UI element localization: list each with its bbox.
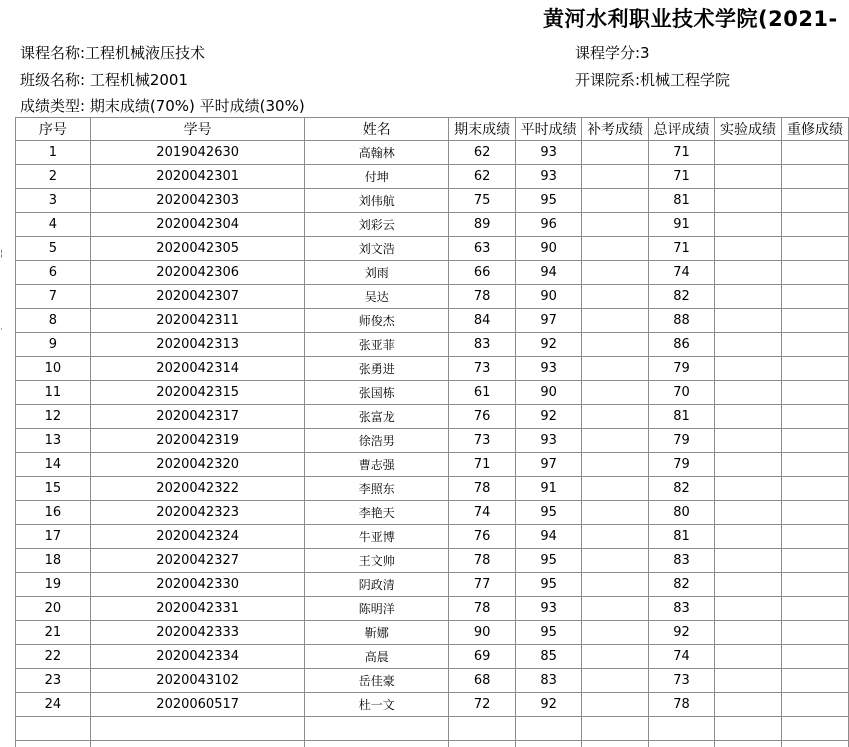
cell-col-retake[interactable] [781,405,848,429]
cell-col-makeup[interactable] [582,309,649,333]
cell-col-seq[interactable]: 8 [16,309,91,333]
cell-col-student-id[interactable]: 2020042317 [90,405,305,429]
cell-col-seq[interactable]: 12 [16,405,91,429]
cell-col-makeup[interactable] [582,237,649,261]
cell-col-total[interactable]: 80 [649,501,715,525]
cell-col-name[interactable]: 王文帅 [305,549,449,573]
cell-col-seq[interactable]: 19 [16,573,91,597]
table-header-row [16,118,849,141]
cell-col-regular[interactable]: 83 [516,669,582,693]
cell-col-total[interactable]: 82 [649,573,715,597]
table-row [16,429,849,453]
cell-col-regular[interactable]: 95 [516,621,582,645]
cell-col-total[interactable]: 83 [649,549,715,573]
table-body [16,141,849,747]
cell-col-regular[interactable]: 95 [516,549,582,573]
cell-col-makeup[interactable] [582,573,649,597]
cell-col-lab[interactable] [715,237,782,261]
cell-col-final[interactable]: 62 [449,165,516,189]
grades-table [15,117,849,747]
cell-col-lab[interactable] [715,525,782,549]
cell-col-name[interactable]: 张国栋 [305,381,449,405]
cell-col-final[interactable]: 73 [449,357,516,381]
table-row [16,741,849,747]
cell-col-regular[interactable]: 94 [516,261,582,285]
cell-col-student-id[interactable]: 2020042307 [90,285,305,309]
cell-col-regular[interactable]: 85 [516,645,582,669]
cell-col-total[interactable]: 82 [649,477,715,501]
cell-col-lab[interactable] [715,549,782,573]
table-row [16,285,849,309]
table-row [16,573,849,597]
cell-col-name[interactable]: 师俊杰 [305,309,449,333]
table-row [16,717,849,741]
cell-col-name[interactable]: 牛亚博 [305,525,449,549]
cell-col-total[interactable]: 79 [649,357,715,381]
cell-col-final[interactable] [449,741,516,747]
cell-col-lab[interactable] [715,693,782,717]
cell-col-name[interactable]: 杜一文 [305,693,449,717]
cell-col-retake[interactable] [781,189,848,213]
cell-col-student-id[interactable]: 2020042304 [90,213,305,237]
cell-col-total[interactable]: 79 [649,453,715,477]
cell-col-lab[interactable] [715,189,782,213]
cell-col-regular[interactable]: 92 [516,405,582,429]
cell-col-retake[interactable] [781,237,848,261]
page-title: 黄河水利职业技术学院(2021- [543,7,838,31]
cell-col-total[interactable]: 92 [649,621,715,645]
cell-col-name[interactable]: 李艳天 [305,501,449,525]
cell-col-retake[interactable] [781,717,848,741]
cell-col-seq[interactable]: 7 [16,285,91,309]
cell-col-regular[interactable]: 90 [516,381,582,405]
cell-col-name[interactable]: 刘伟航 [305,189,449,213]
cell-col-student-id[interactable]: 2020042324 [90,525,305,549]
table-row [16,453,849,477]
cell-col-lab[interactable] [715,405,782,429]
cell-col-name[interactable]: 刘雨 [305,261,449,285]
cell-col-student-id[interactable]: 2020042319 [90,429,305,453]
cell-col-name[interactable]: 张勇进 [305,357,449,381]
cell-col-final[interactable]: 77 [449,573,516,597]
cell-col-final[interactable]: 71 [449,453,516,477]
cell-col-makeup[interactable] [582,597,649,621]
cell-col-student-id[interactable]: 2020060517 [90,693,305,717]
cell-col-seq[interactable]: 1 [16,141,91,165]
cell-col-total[interactable]: 83 [649,597,715,621]
table-row [16,381,849,405]
cell-col-makeup[interactable] [582,453,649,477]
cell-col-total[interactable]: 71 [649,141,715,165]
cell-col-final[interactable]: 66 [449,261,516,285]
cell-col-final[interactable]: 78 [449,285,516,309]
cell-col-lab[interactable] [715,429,782,453]
cell-col-total[interactable]: 81 [649,189,715,213]
cell-col-seq[interactable]: 21 [16,621,91,645]
cell-col-final[interactable]: 76 [449,525,516,549]
cell-col-total[interactable]: 86 [649,333,715,357]
cell-col-regular[interactable] [516,741,582,747]
header-col-seq[interactable]: 序号 [16,118,91,141]
cell-col-retake[interactable] [781,597,848,621]
cell-col-lab[interactable] [715,645,782,669]
header-col-name[interactable]: 姓名 [305,118,449,141]
cell-col-makeup[interactable] [582,549,649,573]
cell-col-name[interactable]: 阴政清 [305,573,449,597]
cell-col-makeup[interactable] [582,189,649,213]
left-edge-marks: ¦ · [0,249,4,335]
cell-col-final[interactable]: 78 [449,477,516,501]
cell-col-student-id[interactable]: 2020042330 [90,573,305,597]
cell-col-student-id[interactable]: 2020042311 [90,309,305,333]
cell-col-final[interactable]: 68 [449,669,516,693]
cell-col-seq[interactable]: 24 [16,693,91,717]
cell-col-makeup[interactable] [582,525,649,549]
cell-col-name[interactable]: 刘文浩 [305,237,449,261]
cell-col-name[interactable]: 高晨 [305,645,449,669]
table-row [16,309,849,333]
cell-col-final[interactable]: 78 [449,549,516,573]
cell-col-total[interactable]: 88 [649,309,715,333]
cell-col-student-id[interactable]: 2020042301 [90,165,305,189]
cell-col-name[interactable]: 张富龙 [305,405,449,429]
cell-col-lab[interactable] [715,573,782,597]
header-col-student-id[interactable]: 学号 [90,118,305,141]
cell-col-total[interactable]: 91 [649,213,715,237]
cell-col-final[interactable]: 72 [449,693,516,717]
cell-col-final[interactable]: 73 [449,429,516,453]
cell-col-regular[interactable]: 93 [516,165,582,189]
cell-col-final[interactable]: 90 [449,621,516,645]
cell-col-total[interactable]: 74 [649,645,715,669]
cell-col-final[interactable]: 69 [449,645,516,669]
cell-col-student-id[interactable]: 2020042303 [90,189,305,213]
cell-col-retake[interactable] [781,501,848,525]
cell-col-makeup[interactable] [582,621,649,645]
cell-col-name[interactable]: 徐浩男 [305,429,449,453]
cell-col-retake[interactable] [781,141,848,165]
cell-col-regular[interactable]: 97 [516,309,582,333]
cell-col-lab[interactable] [715,165,782,189]
course-credits: 课程学分:3 [575,44,650,62]
cell-col-total[interactable]: 73 [649,669,715,693]
cell-col-student-id[interactable]: 2020042323 [90,501,305,525]
cell-col-lab[interactable] [715,381,782,405]
cell-col-final[interactable]: 76 [449,405,516,429]
cell-col-total[interactable]: 82 [649,285,715,309]
cell-col-total[interactable] [649,741,715,747]
cell-col-seq[interactable]: 23 [16,669,91,693]
cell-col-makeup[interactable] [582,501,649,525]
cell-col-student-id[interactable]: 2020042327 [90,549,305,573]
cell-col-retake[interactable] [781,693,848,717]
cell-col-student-id[interactable]: 2020042320 [90,453,305,477]
cell-col-lab[interactable] [715,741,782,747]
cell-col-name[interactable] [305,717,449,741]
cell-col-makeup[interactable] [582,333,649,357]
cell-col-retake[interactable] [781,381,848,405]
cell-col-regular[interactable]: 94 [516,525,582,549]
cell-col-student-id[interactable]: 2020042333 [90,621,305,645]
cell-col-final[interactable]: 78 [449,597,516,621]
cell-col-regular[interactable]: 93 [516,597,582,621]
table-row [16,501,849,525]
cell-col-seq[interactable]: 15 [16,477,91,501]
cell-col-retake[interactable] [781,165,848,189]
cell-col-retake[interactable] [781,261,848,285]
cell-col-seq[interactable]: 9 [16,333,91,357]
cell-col-seq[interactable] [16,741,91,747]
cell-col-name[interactable]: 刘彩云 [305,213,449,237]
cell-col-seq[interactable]: 16 [16,501,91,525]
cell-col-final[interactable]: 62 [449,141,516,165]
cell-col-regular[interactable]: 91 [516,477,582,501]
cell-col-makeup[interactable] [582,645,649,669]
table-row [16,525,849,549]
table-row [16,261,849,285]
cell-col-seq[interactable]: 14 [16,453,91,477]
cell-col-retake[interactable] [781,525,848,549]
cell-col-seq[interactable]: 13 [16,429,91,453]
cell-col-total[interactable]: 70 [649,381,715,405]
cell-col-seq[interactable]: 17 [16,525,91,549]
table-row [16,669,849,693]
cell-col-lab[interactable] [715,597,782,621]
class-name: 班级名称: 工程机械2001 [20,71,188,89]
grade-type: 成绩类型: 期末成绩(70%) 平时成绩(30%) [20,97,305,115]
cell-col-regular[interactable]: 95 [516,501,582,525]
cell-col-makeup[interactable] [582,717,649,741]
cell-col-student-id[interactable]: 2020042305 [90,237,305,261]
cell-col-student-id[interactable]: 2019042630 [90,141,305,165]
cell-col-name[interactable]: 陈明洋 [305,597,449,621]
cell-col-lab[interactable] [715,261,782,285]
cell-col-lab[interactable] [715,141,782,165]
cell-col-retake[interactable] [781,645,848,669]
header-col-retake[interactable]: 重修成绩 [781,118,848,141]
cell-col-seq[interactable]: 18 [16,549,91,573]
header-col-lab[interactable]: 实验成绩 [715,118,782,141]
cell-col-makeup[interactable] [582,477,649,501]
cell-col-regular[interactable]: 92 [516,333,582,357]
cell-col-makeup[interactable] [582,405,649,429]
cell-col-lab[interactable] [715,285,782,309]
cell-col-regular[interactable]: 97 [516,453,582,477]
cell-col-regular[interactable]: 92 [516,693,582,717]
table-row [16,165,849,189]
table-row [16,333,849,357]
table-row [16,597,849,621]
cell-col-makeup[interactable] [582,261,649,285]
cell-col-regular[interactable]: 95 [516,189,582,213]
cell-col-lab[interactable] [715,717,782,741]
course-name: 课程名称:工程机械液压技术 [20,44,206,62]
cell-col-final[interactable]: 74 [449,501,516,525]
header-col-makeup[interactable]: 补考成绩 [582,118,649,141]
cell-col-regular[interactable]: 93 [516,141,582,165]
cell-col-makeup[interactable] [582,213,649,237]
cell-col-seq[interactable]: 4 [16,213,91,237]
cell-col-retake[interactable] [781,573,848,597]
cell-col-seq[interactable]: 5 [16,237,91,261]
cell-col-seq[interactable] [16,717,91,741]
cell-col-total[interactable]: 78 [649,693,715,717]
table-row [16,237,849,261]
cell-col-total[interactable]: 71 [649,165,715,189]
cell-col-lab[interactable] [715,333,782,357]
cell-col-final[interactable]: 75 [449,189,516,213]
department: 开课院系:机械工程学院 [575,71,731,89]
table-row [16,141,849,165]
cell-col-seq[interactable]: 22 [16,645,91,669]
cell-col-retake[interactable] [781,285,848,309]
cell-col-lab[interactable] [715,309,782,333]
cell-col-final[interactable]: 63 [449,237,516,261]
table-row [16,213,849,237]
cell-col-final[interactable]: 84 [449,309,516,333]
header-col-total[interactable]: 总评成绩 [649,118,715,141]
table-row [16,645,849,669]
cell-col-makeup[interactable] [582,285,649,309]
cell-col-regular[interactable]: 95 [516,573,582,597]
cell-col-total[interactable]: 81 [649,525,715,549]
cell-col-final[interactable]: 61 [449,381,516,405]
cell-col-makeup[interactable] [582,357,649,381]
cell-col-student-id[interactable]: 2020042313 [90,333,305,357]
cell-col-regular[interactable]: 93 [516,357,582,381]
cell-col-lab[interactable] [715,453,782,477]
cell-col-retake[interactable] [781,453,848,477]
cell-col-retake[interactable] [781,213,848,237]
cell-col-retake[interactable] [781,357,848,381]
cell-col-total[interactable]: 74 [649,261,715,285]
cell-col-final[interactable] [449,717,516,741]
cell-col-name[interactable]: 高翰林 [305,141,449,165]
cell-col-regular[interactable]: 93 [516,429,582,453]
cell-col-makeup[interactable] [582,429,649,453]
cell-col-lab[interactable] [715,213,782,237]
cell-col-makeup[interactable] [582,693,649,717]
cell-col-retake[interactable] [781,429,848,453]
cell-col-name[interactable]: 岳佳豪 [305,669,449,693]
cell-col-retake[interactable] [781,669,848,693]
cell-col-student-id[interactable]: 2020042315 [90,381,305,405]
header-col-final[interactable]: 期末成绩 [449,118,516,141]
cell-col-student-id[interactable] [90,717,305,741]
cell-col-makeup[interactable] [582,741,649,747]
cell-col-makeup[interactable] [582,165,649,189]
cell-col-makeup[interactable] [582,141,649,165]
cell-col-total[interactable] [649,717,715,741]
cell-col-name[interactable]: 李照东 [305,477,449,501]
cell-col-student-id[interactable]: 2020042334 [90,645,305,669]
cell-col-seq[interactable]: 2 [16,165,91,189]
cell-col-retake[interactable] [781,741,848,747]
cell-col-lab[interactable] [715,621,782,645]
cell-col-name[interactable]: 靳娜 [305,621,449,645]
header-col-regular[interactable]: 平时成绩 [516,118,582,141]
cell-col-total[interactable]: 71 [649,237,715,261]
cell-col-student-id[interactable]: 2020042331 [90,597,305,621]
cell-col-name[interactable]: 吴达 [305,285,449,309]
cell-col-student-id[interactable]: 2020042322 [90,477,305,501]
cell-col-lab[interactable] [715,477,782,501]
cell-col-retake[interactable] [781,477,848,501]
table-row [16,405,849,429]
cell-col-name[interactable]: 付坤 [305,165,449,189]
cell-col-seq[interactable]: 6 [16,261,91,285]
cell-col-name[interactable] [305,741,449,747]
cell-col-regular[interactable] [516,717,582,741]
table-row [16,621,849,645]
cell-col-lab[interactable] [715,357,782,381]
cell-col-retake[interactable] [781,621,848,645]
table-row [16,477,849,501]
cell-col-name[interactable]: 张亚菲 [305,333,449,357]
cell-col-makeup[interactable] [582,669,649,693]
cell-col-total[interactable]: 79 [649,429,715,453]
cell-col-lab[interactable] [715,669,782,693]
cell-col-regular[interactable]: 96 [516,213,582,237]
cell-col-student-id[interactable]: 2020042314 [90,357,305,381]
table-row [16,693,849,717]
cell-col-final[interactable]: 89 [449,213,516,237]
table-row [16,189,849,213]
table-row [16,549,849,573]
cell-col-student-id[interactable] [90,741,305,747]
cell-col-seq[interactable]: 20 [16,597,91,621]
cell-col-makeup[interactable] [582,381,649,405]
cell-col-seq[interactable]: 10 [16,357,91,381]
cell-col-regular[interactable]: 90 [516,237,582,261]
cell-col-seq[interactable]: 11 [16,381,91,405]
cell-col-retake[interactable] [781,549,848,573]
cell-col-regular[interactable]: 90 [516,285,582,309]
cell-col-student-id[interactable]: 2020043102 [90,669,305,693]
cell-col-final[interactable]: 83 [449,333,516,357]
table-row [16,357,849,381]
cell-col-lab[interactable] [715,501,782,525]
cell-col-seq[interactable]: 3 [16,189,91,213]
cell-col-name[interactable]: 曹志强 [305,453,449,477]
cell-col-total[interactable]: 81 [649,405,715,429]
cell-col-retake[interactable] [781,333,848,357]
cell-col-retake[interactable] [781,309,848,333]
cell-col-student-id[interactable]: 2020042306 [90,261,305,285]
